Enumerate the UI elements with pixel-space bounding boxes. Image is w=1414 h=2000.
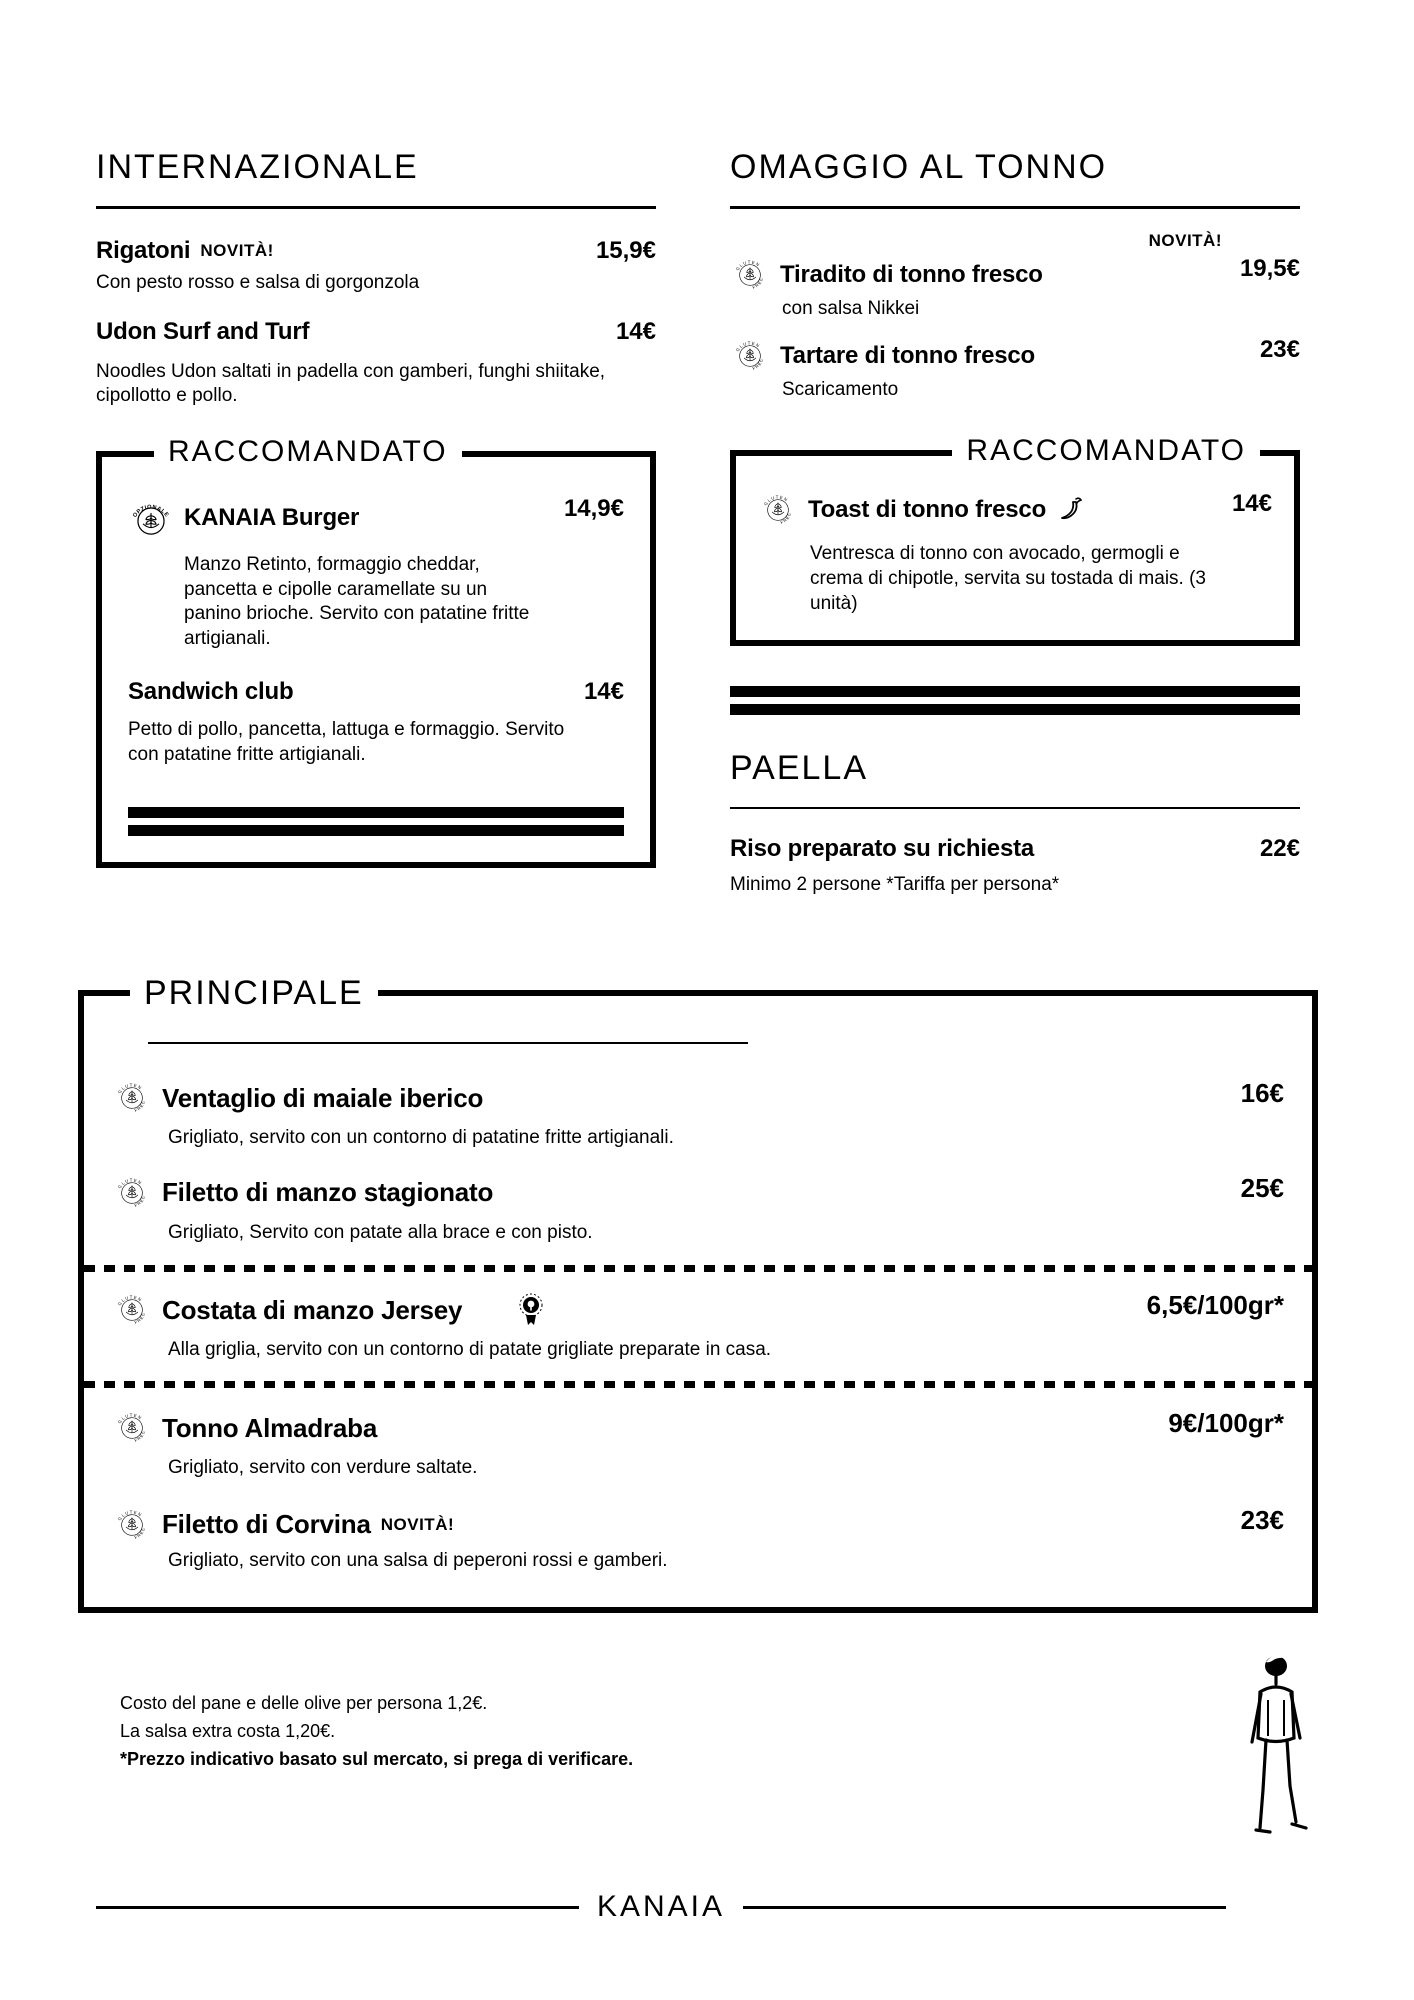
item-name: Sandwich club — [128, 677, 294, 705]
item-name: Tartare di tonno fresco — [780, 341, 1035, 369]
item-price: 25€ — [1240, 1172, 1284, 1203]
principale-box — [78, 974, 1318, 1613]
item-description: Manzo Retinto, formaggio cheddar, pancetta e cipolle caramellate su un panino brioche. Servito con patatine fritte artigianali. — [184, 554, 530, 650]
recommended-box-tonno — [730, 434, 1300, 646]
svg-text:FREE: FREE — [133, 1194, 146, 1208]
item-name: Filetto di Corvina — [162, 1509, 371, 1540]
footer-notes — [120, 1690, 1020, 1774]
walking-man-illustration — [1230, 1650, 1320, 1840]
svg-text:GLUTEN: GLUTEN — [116, 1294, 144, 1307]
item-price: 9€/100gr* — [1168, 1408, 1284, 1439]
svg-text:FREE: FREE — [751, 357, 764, 371]
svg-text:FREE: FREE — [133, 1311, 146, 1326]
internazionale-column — [96, 150, 656, 868]
brand-footer — [96, 1890, 1226, 1924]
svg-text:GLUTEN: GLUTEN — [116, 1082, 144, 1095]
divider-bar — [128, 825, 624, 836]
item-price: 22€ — [1259, 835, 1300, 863]
dotted-divider — [84, 1381, 1312, 1388]
footer-line-bread: Costo del pane e delle olive per persona 1,2€. — [120, 1693, 488, 1713]
divider — [96, 206, 656, 209]
item-name: Tonno Almadraba — [162, 1412, 378, 1443]
award-medal-icon — [514, 1291, 548, 1329]
menu-item — [730, 255, 1300, 295]
svg-text:FREE: FREE — [133, 1429, 146, 1443]
gluten-free-icon — [112, 1505, 152, 1545]
svg-text:FREE: FREE — [133, 1099, 146, 1113]
section-title-paella: PAELLA — [730, 749, 869, 788]
recommended-box-internazionale — [96, 435, 656, 868]
item-price: 14€ — [1231, 490, 1272, 518]
svg-text:GLUTEN: GLUTEN — [734, 340, 762, 353]
item-description: con salsa Nikkei — [782, 298, 920, 319]
recommended-legend: RACCOMANDATO — [154, 435, 462, 469]
menu-item — [112, 1408, 1284, 1448]
svg-text:FREE: FREE — [133, 1526, 146, 1540]
menu-item — [112, 1505, 1284, 1545]
item-description: Ventresca di tonno con avocado, germogli e crema di chipotle, servita su tostada di mais. (3 unità) — [810, 543, 1207, 614]
item-description: Petto di pollo, pancetta, lattuga e formaggio. Servito con patatine fritte artigianali. — [128, 718, 565, 765]
item-name: Rigatoni — [96, 237, 191, 264]
item-price: 14€ — [583, 677, 624, 705]
divider-bar — [128, 807, 624, 818]
svg-text:GLUTEN: GLUTEN — [116, 1412, 144, 1425]
item-description: Grigliato, servito con verdure saltate. — [168, 1457, 478, 1479]
svg-text:FREE: FREE — [779, 511, 792, 526]
divider-bar — [730, 704, 1300, 715]
footer-line-price-note: *Prezzo indicativo basato sul mercato, si prega di verificare. — [120, 1748, 634, 1769]
item-description: Grigliato, Servito con patate alla brace e con pisto. — [168, 1221, 593, 1243]
svg-text:GLUTEN: GLUTEN — [734, 259, 762, 272]
item-badge-new: NOVITÀ! — [200, 241, 274, 260]
brand-name: KANAIA — [596, 1890, 726, 1923]
divider — [148, 1042, 748, 1044]
item-name: Ventaglio di maiale iberico — [162, 1082, 484, 1113]
item-description: Alla griglia, servito con un contorno di patate grigliate preparate in casa. — [168, 1339, 772, 1361]
chili-pepper-icon — [1056, 496, 1086, 524]
gluten-free-icon — [758, 490, 798, 530]
item-price: 16€ — [1240, 1078, 1284, 1108]
svg-text:OPZIONALE: OPZIONALE — [132, 504, 170, 519]
menu-item — [128, 678, 624, 706]
section-title-omaggio-al-tonno: OMAGGIO AL TONNO — [730, 148, 1108, 186]
item-name: Toast di tonno fresco — [808, 496, 1047, 524]
gluten-free-icon — [112, 1408, 152, 1448]
item-name: Tiradito di tonno fresco — [780, 261, 1043, 288]
item-name: Riso preparato su richiesta — [730, 835, 1035, 863]
menu-item — [730, 336, 1300, 376]
item-description: Minimo 2 persone *Tariffa per persona* — [730, 874, 1060, 896]
item-price: 23€ — [1259, 335, 1300, 363]
svg-text:GLUTEN: GLUTEN — [116, 1509, 144, 1522]
menu-item — [112, 1173, 1284, 1213]
item-price: 14€ — [615, 317, 656, 345]
item-price: 6,5€/100gr* — [1146, 1290, 1284, 1321]
item-name: KANAIA Burger — [184, 504, 360, 532]
item-price: 19,5€ — [1239, 255, 1300, 282]
section-title-internazionale: INTERNAZIONALE — [96, 148, 419, 186]
item-description: Noodles Udon saltati in padella con gamberi, funghi shiitake, cipollotto e pollo. — [96, 360, 606, 407]
menu-item — [730, 835, 1300, 863]
divider-bar — [730, 686, 1300, 697]
item-description: Scaricamento — [782, 378, 899, 400]
item-name: Costata di manzo Jersey — [162, 1294, 463, 1325]
menu-item — [112, 1078, 1284, 1118]
divider — [730, 807, 1300, 809]
gluten-free-icon — [730, 336, 770, 376]
footer-line-sauce: La salsa extra costa 1,20€. — [120, 1720, 336, 1741]
divider — [96, 1906, 579, 1909]
item-name: Udon Surf and Turf — [96, 317, 310, 345]
menu-item — [112, 1290, 1284, 1330]
item-badge-new: NOVITÀ! — [380, 1514, 455, 1534]
menu-item — [96, 237, 656, 265]
svg-text:FREE: FREE — [751, 276, 764, 290]
divider — [743, 1906, 1226, 1909]
item-price: 15,9€ — [595, 237, 656, 264]
item-price: 14,9€ — [563, 495, 624, 523]
divider — [730, 206, 1300, 209]
dotted-divider — [84, 1265, 1312, 1272]
item-description: Grigliato, servito con una salsa di peperoni rossi e gamberi. — [168, 1549, 668, 1571]
recommended-legend: RACCOMANDATO — [952, 434, 1260, 468]
optional-gluten-free-icon — [128, 495, 174, 541]
svg-text:GLUTEN: GLUTEN — [762, 494, 790, 507]
item-price: 23€ — [1240, 1504, 1284, 1535]
item-description: Con pesto rosso e salsa di gorgonzola — [96, 272, 420, 293]
section-badge-new: NOVITÀ! — [1148, 231, 1222, 250]
gluten-free-icon — [112, 1173, 152, 1213]
item-name: Filetto di manzo stagionato — [162, 1177, 494, 1208]
menu-item — [96, 318, 656, 346]
menu-item — [758, 490, 1272, 530]
section-title-principale: PRINCIPALE — [130, 974, 378, 1013]
menu-item — [128, 495, 624, 541]
gluten-free-icon — [730, 255, 770, 295]
tonno-column — [730, 150, 1300, 898]
item-description: Grigliato, servito con un contorno di patatine fritte artigianali. — [168, 1127, 674, 1148]
gluten-free-icon — [112, 1078, 152, 1118]
svg-text:GLUTEN: GLUTEN — [116, 1177, 144, 1190]
gluten-free-icon — [112, 1290, 152, 1330]
